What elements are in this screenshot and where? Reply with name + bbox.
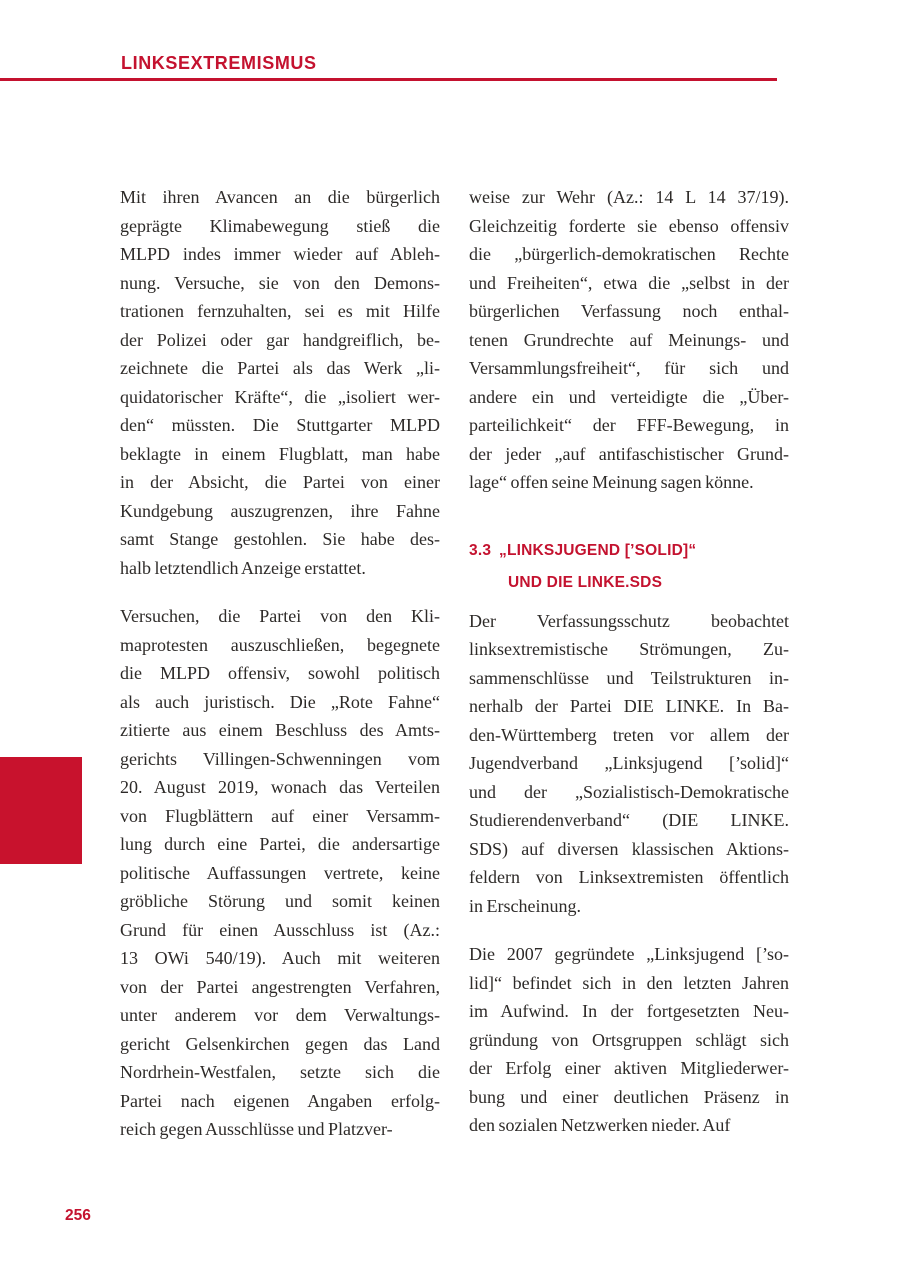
- text-line: in der Absicht, die Partei von einer: [120, 472, 440, 492]
- text-line: zeichnete die Partei als das Werk „li-: [120, 358, 440, 378]
- text-line: Gleichzeitig forderte sie ebenso offensiv: [469, 215, 789, 236]
- text-line: von Flugblättern auf einer Versamm-: [120, 805, 440, 826]
- running-head-title: LINKSEXTREMISMUS: [121, 53, 317, 73]
- text-line: im Aufwind. In der fortgesetzten Neu-: [469, 1001, 789, 1021]
- text-line: Mit ihren Avancen an die bürgerlich: [120, 187, 440, 207]
- text-line: gründung von Ortsgruppen schlägt sich: [469, 1029, 789, 1050]
- text-line: politische Auffassungen vertrete, keine: [120, 862, 440, 883]
- text-line: weise zur Wehr (Az.: 14 L 14 37/19).: [469, 187, 789, 207]
- text-column-left: [120, 183, 440, 1144]
- text-line: den“ müssten. Die Stuttgarter MLPD: [120, 415, 440, 435]
- text-column-right: [469, 183, 789, 1140]
- text-line: zitierte aus einem Beschluss des Amts-: [120, 720, 440, 740]
- text-line: Kundgebung auszugrenzen, ihre Fahne: [120, 500, 440, 521]
- text-line: gerichts Villingen-Schwenningen vom: [120, 748, 440, 769]
- text-line: gröbliche Störung und somit keinen: [120, 891, 440, 911]
- text-line: quidatorischer Kräfte“, die „isoliert wer-: [120, 386, 440, 407]
- text-line: lid]“ befindet sich in den letzten Jahren: [469, 972, 789, 993]
- text-line: den-Württemberg treten vor allem der: [469, 724, 789, 745]
- text-line: Studierendenverband“ (DIE LINKE.: [469, 810, 789, 830]
- text-line: linksextremistische Strömungen, Zu-: [469, 639, 789, 659]
- margin-marker-block: [0, 757, 82, 864]
- text-line: maprotesten auszuschließen, begegnete: [120, 634, 440, 655]
- text-line: sammenschlüsse und Teilstrukturen in-: [469, 667, 789, 688]
- text-line: gericht Gelsenkirchen gegen das Land: [120, 1033, 440, 1054]
- text-line: Nordrhein-Westfalen, setzte sich die: [120, 1062, 440, 1082]
- text-line: feldern von Linksextremisten öffentlich: [469, 867, 789, 887]
- text-line: 20. August 2019, wonach das Verteilen: [120, 777, 440, 797]
- running-head: [121, 53, 317, 74]
- text-line: samt Stange gestohlen. Sie habe des-: [120, 529, 440, 549]
- text-line: Der Verfassungsschutz beobachtet: [469, 610, 789, 631]
- text-line: Jugendverband „Linksjugend [’solid]“: [469, 753, 789, 773]
- text-line: parteilichkeit“ der FFF-Bewegung, in: [469, 415, 789, 435]
- text-line: reich gegen Ausschlüsse und Platzver-: [120, 1119, 393, 1139]
- paragraph: [469, 183, 789, 497]
- text-line: und der „Sozialistisch-Demokratische: [469, 781, 789, 802]
- text-line: beklagte in einem Flugblatt, man habe: [120, 443, 440, 464]
- text-line: halb letztendlich Anzeige erstattet.: [120, 557, 366, 578]
- text-line: lung durch eine Partei, die andersartige: [120, 834, 440, 854]
- text-line: Versammlungsfreiheit“, für sich und: [469, 358, 789, 378]
- text-line: unter anderem vor dem Verwaltungs-: [120, 1005, 440, 1025]
- text-line: die „bürgerlich-demokratischen Rechte: [469, 244, 789, 264]
- text-line: als auch juristisch. Die „Rote Fahne“: [120, 691, 440, 712]
- text-line: bürgerlichen Verfassung noch enthal-: [469, 301, 789, 321]
- text-line: Grund für einen Ausschluss ist (Az.:: [120, 919, 440, 940]
- text-line: SDS) auf diversen klassischen Aktions-: [469, 838, 789, 859]
- text-line: den sozialen Netzwerken nieder. Auf: [469, 1115, 731, 1135]
- text-line: die MLPD offensiv, sowohl politisch: [120, 663, 440, 683]
- section-number: 3.3: [469, 541, 492, 559]
- text-line: Partei nach eigenen Angaben erfolg-: [120, 1090, 440, 1111]
- section-heading-line2: UND DIE LINKE.SDS: [508, 573, 663, 591]
- paragraph: [120, 183, 440, 582]
- paragraph: [120, 602, 440, 1144]
- text-line: der jeder „auf antifaschistischer Grund-: [469, 443, 789, 464]
- section-heading: [469, 535, 789, 599]
- text-line: geprägte Klimabewegung stieß die: [120, 215, 440, 236]
- paragraph: [469, 607, 789, 921]
- text-line: von der Partei angestrengten Verfahren,: [120, 976, 440, 997]
- text-line: der Polizei oder gar handgreiflich, be-: [120, 329, 440, 350]
- text-line: Die 2007 gegründete „Linksjugend [’so-: [469, 944, 789, 964]
- text-line: andere ein und verteidigte die „Über-: [469, 386, 789, 407]
- text-line: Versuchen, die Partei von den Kli-: [120, 606, 440, 626]
- text-line: lage“ offen seine Meinung sagen könne.: [469, 472, 754, 492]
- section-heading-line1: „LINKSJUGEND [’SOLID]“: [499, 541, 697, 559]
- text-line: nerhalb der Partei DIE LINKE. In Ba-: [469, 696, 789, 716]
- text-line: nung. Versuche, sie von den Demons-: [120, 272, 440, 293]
- text-line: MLPD indes immer wieder auf Ableh-: [120, 244, 440, 264]
- text-line: trationen fernzuhalten, sei es mit Hilfe: [120, 301, 440, 321]
- text-line: in Erscheinung.: [469, 895, 581, 916]
- text-line: 13 OWi 540/19). Auch mit weiteren: [120, 948, 440, 968]
- page-number: 256: [65, 1207, 91, 1224]
- text-line: bung und einer deutlichen Präsenz in: [469, 1086, 789, 1107]
- header-rule: [0, 78, 777, 81]
- text-line: und Freiheiten“, etwa die „selbst in der: [469, 272, 789, 293]
- paragraph: [469, 940, 789, 1140]
- text-line: der Erfolg einer aktiven Mitgliederwer-: [469, 1058, 789, 1078]
- text-line: tenen Grundrechte auf Meinungs- und: [469, 329, 789, 350]
